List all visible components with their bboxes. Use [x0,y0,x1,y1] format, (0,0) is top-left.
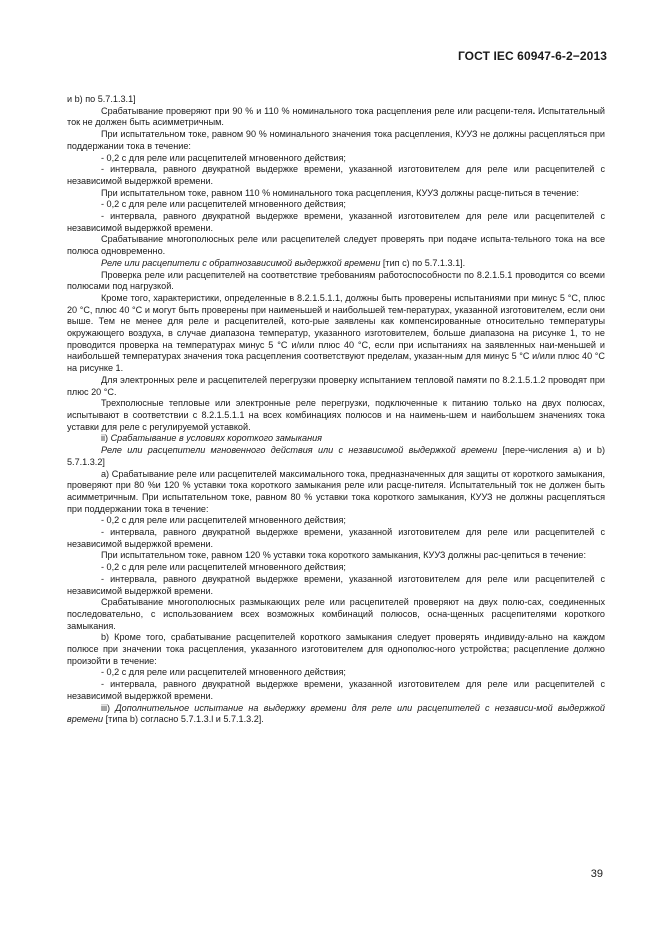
sentence-period: . [532,105,536,116]
subheading-ref: [пере-числения а) и b) 5.7.1.3.2] [67,445,605,467]
subheading-italic: Реле или расцепители с обратнозависимой выдержкой времени [101,257,381,268]
paragraph: При испытательном токе, равном 120 % уставки тока короткого замыкания, КУУЗ должны рас-цепиться в течение: [101,550,586,561]
paragraph: и b) по 5.7.1.3.1] [67,94,136,104]
paragraph: При испытательном токе, равном 90 % номинального значения тока расцепления, КУУЗ не должны расцепляться при поддержании тока в течение: [67,129,605,151]
section-title: Дополнительное испытание на выдержку времени для реле или расцепителей с независи-мой выдержкой времени [67,702,605,725]
list-item: - 0,2 с для реле или расцепителей мгновенного действия; [101,667,346,678]
section-number: iii) [101,702,116,713]
paragraph-text: Срабатывание проверяют при 90 % и 110 % номинального тока расцепления реле или расцепи-теля [101,105,533,116]
list-item: - 0,2 с для реле или расцепителей мгновенного действия; [101,199,346,210]
list-item: - 0,2 с для реле или расцепителей мгновенного действия; [101,515,346,526]
section-heading [67,703,605,726]
section-ref: [типа b) согласно 5.7.1.3.l и 5.7.1.3.2]. [103,714,264,725]
paragraph: При испытательном токе, равном 110 % номинального тока расцепления, КУУЗ должны расце-питься в течение: [101,187,579,198]
subheading [67,445,605,468]
paragraph: а) Срабатывание реле или расцепителей максимального тока, предназначенных для защиты от короткого замыкания, проверяют при 80 %и 120 % уставки тока короткого замыкания реле или расце-пителя. Испытательный ток не должен быть асимметричным. При испытательном токе, равном 80 % уставки тока короткого замыкания, КУУЗ не должны расцепляться при поддержании тока в течение: [67,468,605,514]
list-item: - интервала, равного двукратной выдержке времени, указанной изготовителем для реле или расцепителей с независимой выдержкой времени. [67,679,605,701]
paragraph-text: Испытательный ток не должен быть асимметричным. [67,105,605,128]
subheading [67,258,605,270]
list-item: - интервала, равного двукратной выдержке времени, указанной изготовителем для реле или расцепителей с независимой выдержкой времени. [67,527,605,549]
section-number: ii) [101,433,111,444]
paragraph [67,106,605,129]
list-item: - 0,2 с для реле или расцепителей мгновенного действия; [101,562,346,573]
paragraph: Трехполюсные тепловые или электронные реле перегрузки, подключенные к питанию только на двух полюсах, испытывают в соответствии с 8.2.1.5.1.1 на всех комбинациях полюсов и на наимень-шем и наибольшем значениях тока уставки для реле с регулируемой уставкой. [67,398,605,432]
paragraph: Срабатывание многополюсных размыкающих реле или расцепителей проверяют на двух полю-сах, соединенных последовательно, с использованием всех возможных комбинаций полюсов, осна-щенных расцепителями короткого замыкания. [67,597,605,631]
list-item: - 0,2 с для реле или расцепителей мгновенного действия; [101,152,346,163]
paragraph: Проверка реле или расцепителей на соответствие требованиям работоспособности по 8.2.1.5.1 проводится со всеми полюсами под нагрузкой. [67,269,605,292]
paragraph: Кроме того, характеристики, определенные в 8.2.1.5.1.1, должны быть проверены испытаниями при минус 5 °С, плюс 20 °С, плюс 40 °С и могут быть проверены при наименьшей и наибольшей тем-пературах, указанной изготовителем, если они выше. Тем не менее для реле и расцепителей, кото-рые заявлены как компенсированные относительно температуры окружающего воздуха, в случае диапазона температур, указанного изготовителем, больше диапазона на рисунке 1, то не проводится проверка на температурах минус 5 °С и/или плюс 40 °С, если при испытаниях на заявленных наи-меньшей и наибольшей температурах значения тока расцепления соответствуют пределам, указан-ным для минус 5 °С и/или плюс 40 °С на рисунке 1. [67,292,605,374]
list-item: - интервала, равного двукратной выдержке времени, указанной изготовителем для реле или расцепителей с независимой выдержкой времени. [67,164,605,186]
subheading-ref: [тип с) по 5.7.1.3.1]. [380,257,466,268]
paragraph: Срабатывание многополюсных реле или расцепителей следует проверять при подаче испыта-тельного тока на все полюса одновременно. [67,234,605,257]
document-code-header: ГОСТ IEC 60947-6-2−2013 [457,49,607,63]
page-number: 39 [590,868,603,880]
paragraph: Для электронных реле и расцепителей перегрузки проверку испытанием тепловой памяти по 8.2.1.5.1.2 проводят при плюс 20 °С. [67,374,605,397]
paragraph: b) Кроме того, срабатывание расцепителей короткого замыкания следует проверять индивиду-ально на каждом полюсе при значении тока расцепления, указанного изготовителем для однополюс-ного устройства; расцепление должно произойти в течение: [67,632,605,666]
section-heading [67,433,605,445]
document-body [67,94,605,726]
list-item: - интервала, равного двукратной выдержке времени, указанной изготовителем для реле или расцепителей с независимой выдержкой времени. [67,573,605,596]
section-title: Срабатывание в условиях короткого замыкания [110,433,323,444]
list-item: - интервала, равного двукратной выдержке времени, указанной изготовителем для реле или расцепителей с независимой выдержкой времени. [67,211,605,233]
subheading-italic: Реле или расцепители мгновенного действия или с независимой выдержкой времени [101,445,498,456]
